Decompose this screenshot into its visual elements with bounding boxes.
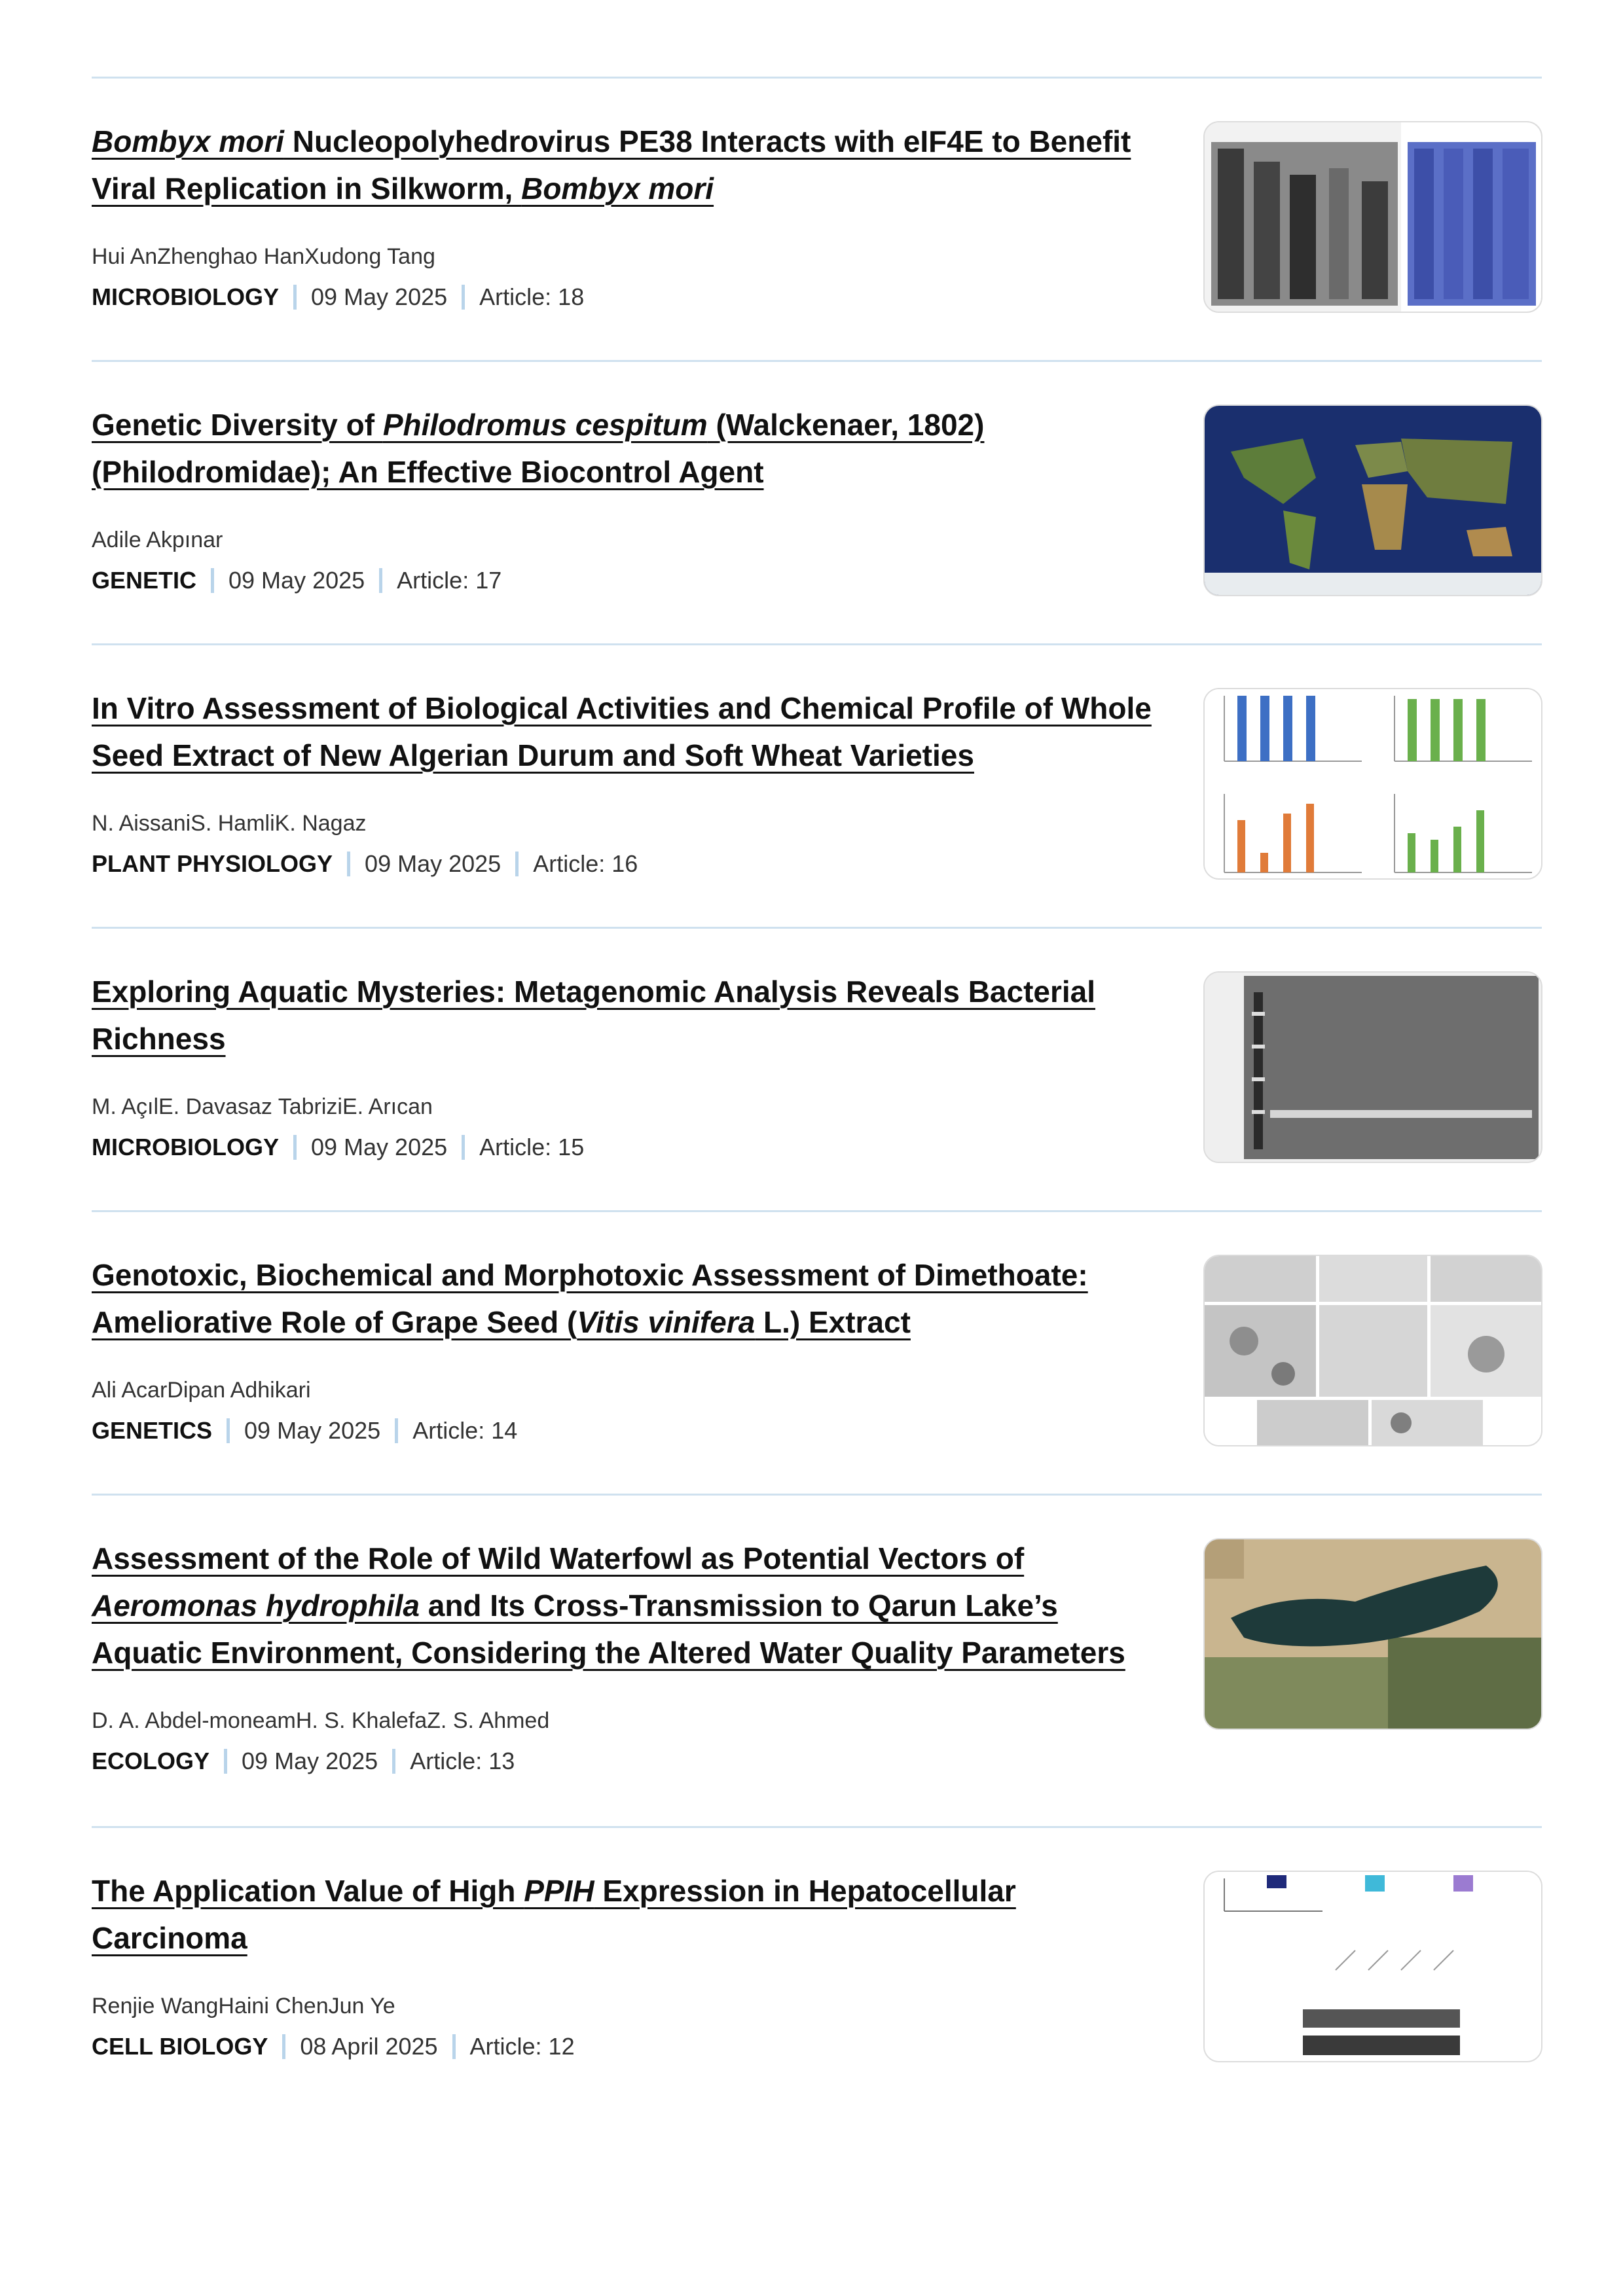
meta-separator — [452, 2034, 456, 2059]
world-map-image[interactable] — [1203, 404, 1542, 596]
expression-blot-image[interactable] — [1203, 1871, 1542, 2062]
article-title-link[interactable]: The Application Value of High PPIH Expression in Hepatocellular Carcinoma — [92, 1874, 1016, 1955]
satellite-lake-image[interactable] — [1203, 1538, 1542, 1730]
bar-charts-image[interactable] — [1203, 688, 1542, 880]
meta-separator — [515, 852, 519, 876]
article-meta — [92, 1748, 515, 1775]
article-card — [92, 1496, 1542, 1826]
article-date: 08 April 2025 — [300, 2033, 438, 2060]
article-title-link[interactable]: Genotoxic, Biochemical and Morphotoxic Assessment of Dimethoate: Ameliorative Role of Grape Seed (Vitis vinifera L.) Extract — [92, 1258, 1088, 1339]
meta-separator — [227, 1418, 230, 1443]
article-authors: Renjie WangHaini ChenJun Ye — [92, 1994, 395, 2018]
article-title-link[interactable]: Exploring Aquatic Mysteries: Metagenomic Analysis Reveals Bacterial Richness — [92, 975, 1096, 1056]
article-title[interactable] — [92, 685, 1165, 779]
article-title[interactable] — [92, 1867, 1165, 1962]
article-number: Article: 18 — [479, 283, 585, 310]
article-date: 09 May 2025 — [242, 1748, 378, 1774]
article-card — [92, 362, 1542, 643]
article-meta — [92, 1134, 584, 1161]
article-date: 09 May 2025 — [311, 1134, 448, 1160]
article-number: Article: 12 — [469, 2033, 575, 2060]
article-meta — [92, 2033, 575, 2060]
article-category[interactable]: MICROBIOLOGY — [92, 283, 279, 310]
meta-separator — [379, 568, 382, 593]
meta-separator — [293, 1135, 297, 1160]
article-meta — [92, 283, 584, 311]
article-title-link[interactable]: In Vitro Assessment of Biological Activities and Chemical Profile of Whole Seed Extract of New Algerian Durum and Soft Wheat Varieties — [92, 691, 1152, 772]
meta-separator — [224, 1749, 227, 1774]
article-list — [92, 77, 1542, 2109]
article-number: Article: 17 — [397, 567, 502, 594]
article-title-link[interactable]: Bombyx mori Nucleopolyhedrovirus PE38 Interacts with eIF4E to Benefit Viral Replication in Silkworm, Bombyx mori — [92, 124, 1131, 206]
article-category[interactable]: GENETICS — [92, 1417, 213, 1444]
meta-separator — [395, 1418, 398, 1443]
article-authors: Adile Akpınar — [92, 528, 223, 552]
article-meta — [92, 1417, 517, 1444]
meta-separator — [462, 1135, 465, 1160]
meta-separator — [462, 285, 465, 310]
article-authors: N. AissaniS. HamliK. Nagaz — [92, 811, 367, 836]
article-card — [92, 645, 1542, 927]
article-category[interactable]: PLANT PHYSIOLOGY — [92, 850, 333, 877]
meta-separator — [347, 852, 350, 876]
article-authors: M. AçılE. Davasaz TabriziE. Arıcan — [92, 1094, 433, 1119]
article-authors: Ali AcarDipan Adhikari — [92, 1378, 311, 1403]
article-category[interactable]: MICROBIOLOGY — [92, 1134, 279, 1160]
meta-separator — [282, 2034, 285, 2059]
article-number: Article: 15 — [479, 1134, 585, 1160]
article-date: 09 May 2025 — [228, 567, 365, 594]
article-date: 09 May 2025 — [311, 283, 448, 310]
article-card — [92, 1212, 1542, 1494]
western-blot-image[interactable] — [1203, 121, 1542, 313]
article-number: Article: 16 — [533, 850, 638, 877]
article-date: 09 May 2025 — [365, 850, 501, 877]
article-authors: Hui AnZhenghao HanXudong Tang — [92, 244, 435, 269]
article-title[interactable] — [92, 1251, 1165, 1346]
article-title-link[interactable]: Assessment of the Role of Wild Waterfowl as Potential Vectors of Aeromonas hydrophila and Its Cross-Transmission to Qarun Lake’s Aquatic Environment, Considering the Altered Water Quality Parameters — [92, 1541, 1125, 1670]
meta-separator — [293, 285, 297, 310]
article-category[interactable]: ECOLOGY — [92, 1748, 210, 1774]
article-date: 09 May 2025 — [244, 1417, 381, 1444]
article-meta — [92, 567, 501, 594]
microscopy-image[interactable] — [1203, 1255, 1542, 1446]
article-title-link[interactable]: Genetic Diversity of Philodromus cespitum (Walckenaer, 1802) (Philodromidae); An Effective Biocontrol Agent — [92, 408, 985, 489]
article-meta — [92, 850, 638, 878]
article-title[interactable] — [92, 118, 1165, 212]
gel-electrophoresis-image[interactable] — [1203, 971, 1542, 1163]
article-title[interactable] — [92, 968, 1165, 1062]
meta-separator — [392, 1749, 395, 1774]
article-authors: D. A. Abdel-moneamH. S. KhalefaZ. S. Ahmed — [92, 1708, 550, 1733]
article-category[interactable]: CELL BIOLOGY — [92, 2033, 268, 2060]
article-title[interactable] — [92, 1535, 1165, 1676]
article-card — [92, 1828, 1542, 2109]
article-number: Article: 13 — [410, 1748, 515, 1774]
article-card — [92, 79, 1542, 360]
meta-separator — [211, 568, 214, 593]
article-title[interactable] — [92, 401, 1165, 495]
article-category[interactable]: GENETIC — [92, 567, 197, 594]
article-card — [92, 929, 1542, 1210]
article-number: Article: 14 — [412, 1417, 518, 1444]
